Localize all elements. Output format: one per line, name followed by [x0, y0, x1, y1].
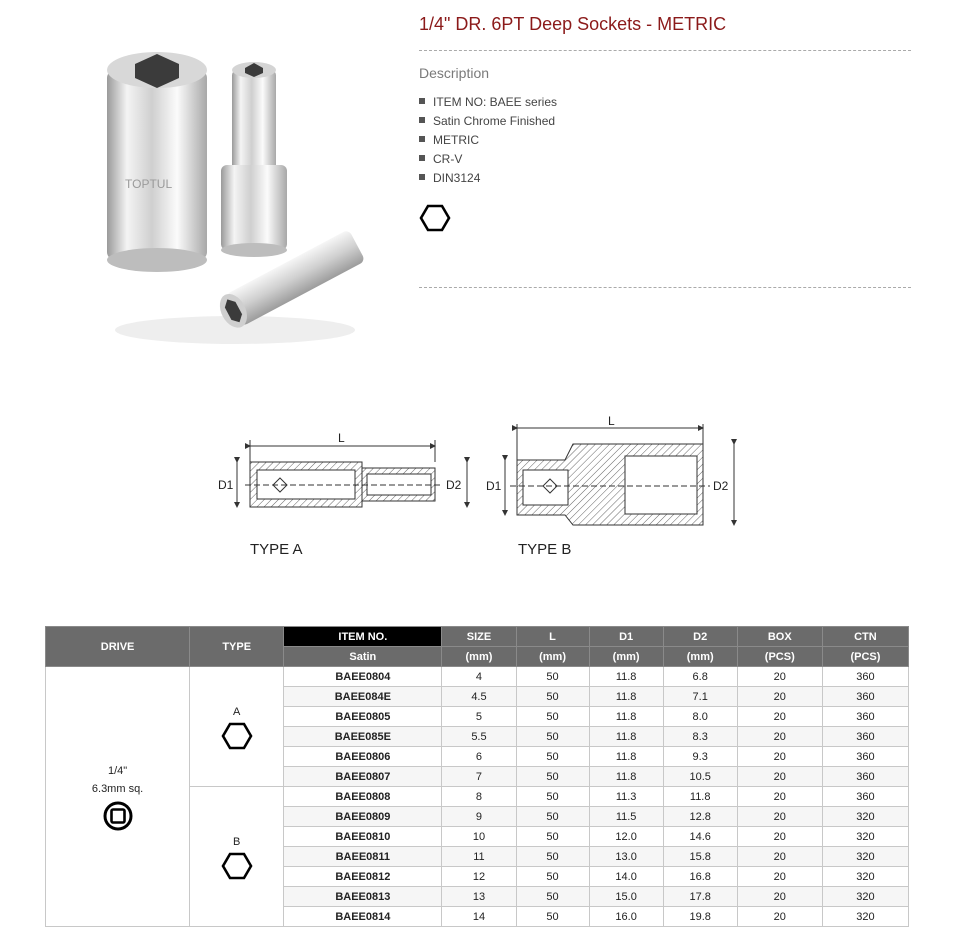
header-size: SIZE — [442, 627, 516, 647]
box-cell: 20 — [737, 907, 822, 927]
d1-cell: 16.0 — [589, 907, 663, 927]
l-cell: 50 — [516, 787, 589, 807]
size-cell: 9 — [442, 807, 516, 827]
hexagon-icon — [419, 204, 451, 232]
dim-d1-label: D1 — [486, 479, 502, 493]
type-b-label: TYPE B — [518, 541, 572, 558]
dim-d2-label: D2 — [446, 478, 462, 492]
spec-table-body — [46, 667, 909, 927]
box-cell: 20 — [737, 727, 822, 747]
spec-list — [419, 94, 557, 189]
box-cell: 20 — [737, 707, 822, 727]
d2-cell: 12.8 — [663, 807, 737, 827]
size-cell: 14 — [442, 907, 516, 927]
header-l: L — [516, 627, 589, 647]
d2-cell: 7.1 — [663, 687, 737, 707]
header-type: TYPE — [190, 627, 284, 667]
box-cell: 20 — [737, 807, 822, 827]
header-ctn: CTN — [822, 627, 908, 647]
d2-cell: 8.3 — [663, 727, 737, 747]
l-cell: 50 — [516, 807, 589, 827]
d1-cell: 13.0 — [589, 847, 663, 867]
size-cell: 5 — [442, 707, 516, 727]
drive-size: 1/4" — [107, 764, 128, 777]
type-a-cell — [190, 667, 284, 787]
header-d1-unit: (mm) — [589, 647, 663, 667]
spec-item: DIN3124 — [419, 170, 557, 189]
box-cell: 20 — [737, 827, 822, 847]
product-photo — [95, 40, 380, 355]
item-no-cell: BAEE0814 — [284, 907, 442, 927]
header-box: BOX — [737, 627, 822, 647]
header-box-unit: (PCS) — [737, 647, 822, 667]
type-b-drawing — [486, 414, 734, 558]
d1-cell: 12.0 — [589, 827, 663, 847]
size-cell: 7 — [442, 767, 516, 787]
dim-l-label: L — [338, 431, 345, 445]
ctn-cell: 320 — [822, 847, 908, 867]
spec-item: METRIC — [419, 132, 557, 151]
d2-cell: 9.3 — [663, 747, 737, 767]
item-no-cell: BAEE0809 — [284, 807, 442, 827]
type-a-label: A — [233, 705, 241, 718]
item-no-cell: BAEE0810 — [284, 827, 442, 847]
l-cell: 50 — [516, 687, 589, 707]
item-no-cell: BAEE0813 — [284, 887, 442, 907]
item-no-cell: BAEE084E — [284, 687, 442, 707]
spec-item: CR-V — [419, 151, 557, 170]
item-no-cell: BAEE0805 — [284, 707, 442, 727]
header-d1: D1 — [589, 627, 663, 647]
d2-cell: 15.8 — [663, 847, 737, 867]
l-cell: 50 — [516, 907, 589, 927]
d2-cell: 19.8 — [663, 907, 737, 927]
l-cell: 50 — [516, 767, 589, 787]
hexagon-icon — [221, 852, 253, 880]
medium-socket — [221, 62, 287, 257]
d1-cell: 11.8 — [589, 687, 663, 707]
d1-cell: 11.8 — [589, 767, 663, 787]
l-cell: 50 — [516, 887, 589, 907]
ctn-cell: 360 — [822, 747, 908, 767]
d2-cell: 10.5 — [663, 767, 737, 787]
box-cell: 20 — [737, 887, 822, 907]
type-a-drawing — [218, 431, 467, 558]
ctn-cell: 360 — [822, 787, 908, 807]
type-b-cell — [190, 787, 284, 927]
ctn-cell: 320 — [822, 807, 908, 827]
divider — [419, 287, 911, 288]
d1-cell: 14.0 — [589, 867, 663, 887]
d1-cell: 11.3 — [589, 787, 663, 807]
d1-cell: 11.5 — [589, 807, 663, 827]
box-cell: 20 — [737, 747, 822, 767]
size-cell: 4 — [442, 667, 516, 687]
table-row — [46, 667, 909, 687]
ctn-cell: 320 — [822, 867, 908, 887]
box-cell: 20 — [737, 847, 822, 867]
dim-d2-label: D2 — [713, 479, 729, 493]
ctn-cell: 360 — [822, 727, 908, 747]
divider — [419, 50, 911, 51]
large-socket — [107, 52, 207, 272]
d1-cell: 11.8 — [589, 667, 663, 687]
size-cell: 4.5 — [442, 687, 516, 707]
d1-cell: 15.0 — [589, 887, 663, 907]
item-no-cell: BAEE0807 — [284, 767, 442, 787]
item-no-cell: BAEE0812 — [284, 867, 442, 887]
dim-l-label: L — [608, 414, 615, 428]
dimension-diagram — [205, 410, 750, 565]
drive-sub: 6.3mm sq. — [91, 782, 144, 795]
item-no-cell: BAEE085E — [284, 727, 442, 747]
ctn-cell: 360 — [822, 667, 908, 687]
header-l-unit: (mm) — [516, 647, 589, 667]
l-cell: 50 — [516, 867, 589, 887]
box-cell: 20 — [737, 767, 822, 787]
bullet-icon — [419, 98, 425, 104]
l-cell: 50 — [516, 667, 589, 687]
box-cell: 20 — [737, 687, 822, 707]
size-cell: 13 — [442, 887, 516, 907]
square-drive-icon — [102, 800, 134, 832]
d1-cell: 11.8 — [589, 747, 663, 767]
bullet-icon — [419, 136, 425, 142]
header-d2-unit: (mm) — [663, 647, 737, 667]
item-no-cell: BAEE0804 — [284, 667, 442, 687]
size-cell: 12 — [442, 867, 516, 887]
d2-cell: 14.6 — [663, 827, 737, 847]
box-cell: 20 — [737, 667, 822, 687]
header-ctn-unit: (PCS) — [822, 647, 908, 667]
d1-cell: 11.8 — [589, 727, 663, 747]
header-satin: Satin — [284, 647, 442, 667]
l-cell: 50 — [516, 707, 589, 727]
hexagon-icon — [221, 722, 253, 750]
spec-item: Satin Chrome Finished — [419, 113, 557, 132]
size-cell: 10 — [442, 827, 516, 847]
description-label: Description — [419, 65, 490, 81]
item-no-cell: BAEE0811 — [284, 847, 442, 867]
d2-cell: 8.0 — [663, 707, 737, 727]
type-a-label: TYPE A — [250, 541, 303, 558]
l-cell: 50 — [516, 827, 589, 847]
header-item-no: ITEM NO. — [284, 627, 442, 647]
bullet-icon — [419, 117, 425, 123]
ctn-cell: 360 — [822, 767, 908, 787]
d2-cell: 16.8 — [663, 867, 737, 887]
ctn-cell: 360 — [822, 707, 908, 727]
l-cell: 50 — [516, 747, 589, 767]
product-title: 1/4" DR. 6PT Deep Sockets - METRIC — [419, 14, 727, 34]
socket-engraving: TOPTUL — [125, 177, 173, 191]
bullet-icon — [419, 155, 425, 161]
item-no-cell: BAEE0806 — [284, 747, 442, 767]
l-cell: 50 — [516, 847, 589, 867]
ctn-cell: 320 — [822, 907, 908, 927]
l-cell: 50 — [516, 727, 589, 747]
spec-item: ITEM NO: BAEE series — [419, 94, 557, 113]
bullet-icon — [419, 174, 425, 180]
spec-table — [45, 626, 909, 927]
ctn-cell: 320 — [822, 827, 908, 847]
size-cell: 5.5 — [442, 727, 516, 747]
d1-cell: 11.8 — [589, 707, 663, 727]
box-cell: 20 — [737, 787, 822, 807]
d2-cell: 6.8 — [663, 667, 737, 687]
d2-cell: 11.8 — [663, 787, 737, 807]
header-size-unit: (mm) — [442, 647, 516, 667]
size-cell: 11 — [442, 847, 516, 867]
ctn-cell: 360 — [822, 687, 908, 707]
d2-cell: 17.8 — [663, 887, 737, 907]
header-d2: D2 — [663, 627, 737, 647]
size-cell: 6 — [442, 747, 516, 767]
ctn-cell: 320 — [822, 887, 908, 907]
drive-cell — [46, 667, 190, 927]
type-b-label: B — [233, 835, 241, 848]
item-no-cell: BAEE0808 — [284, 787, 442, 807]
header-drive: DRIVE — [46, 627, 190, 667]
box-cell: 20 — [737, 867, 822, 887]
dim-d1-label: D1 — [218, 478, 234, 492]
size-cell: 8 — [442, 787, 516, 807]
